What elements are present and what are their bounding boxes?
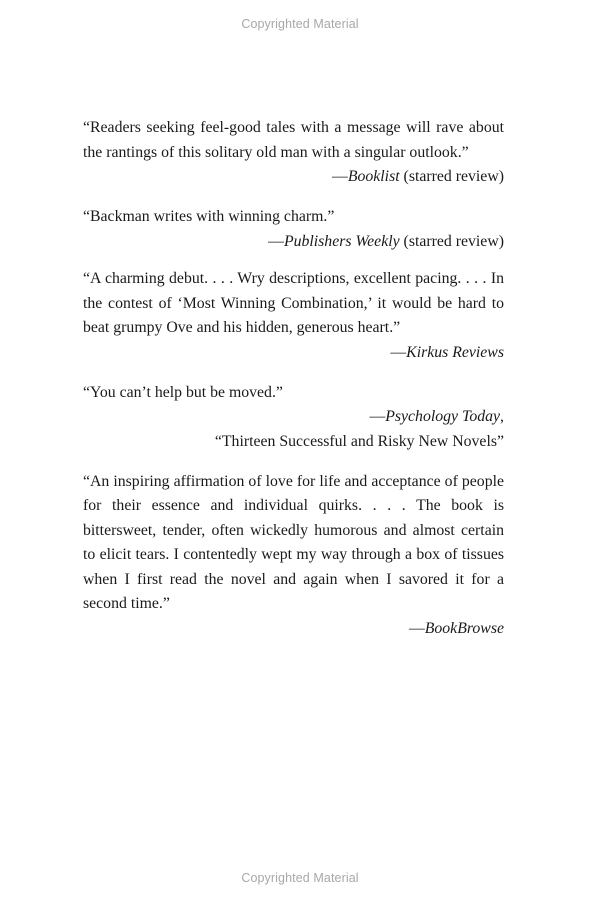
- em-dash: —: [332, 168, 348, 185]
- blurb-quote: “Backman writes with winning charm.”: [83, 208, 335, 225]
- blurb-psychology-today: [83, 381, 504, 455]
- blurb-attribution: [83, 405, 504, 430]
- em-dash: —: [369, 408, 386, 425]
- praise-page: [83, 116, 504, 641]
- blurb-source: Kirkus Reviews: [406, 343, 504, 361]
- blurb-source: BookBrowse: [424, 619, 504, 637]
- blurb-bookbrowse: [83, 470, 504, 642]
- em-dash: —: [268, 232, 284, 250]
- em-dash: —: [408, 619, 425, 637]
- blurb-quote: “An inspiring affirmation of love for life and acceptance of people for their essence and individual quirks. . . . The book is bittersweet, tender, often wickedly humorous and almost certain to elicit tears. I contentedly wept my way through a box of tissues when I first read the novel and again when I savored it for a second time.”: [83, 472, 504, 612]
- blurb-source: Booklist: [347, 168, 400, 185]
- blurb-attribution: [83, 165, 504, 190]
- blurb-article-title: “Thirteen Successful and Risky New Novels”: [214, 432, 504, 450]
- blurb-attribution: [83, 617, 504, 642]
- blurb-source: Psychology Today: [385, 408, 501, 425]
- blurb-quote: “Readers seeking feel-good tales with a message will rave about the rantings of this solitary old man with a singular outlook.”: [83, 119, 504, 161]
- blurb-quote: “You can’t help but be moved.”: [83, 383, 283, 401]
- blurb-note: (starred review): [399, 168, 504, 185]
- blurb-attribution: [83, 230, 504, 255]
- copyright-watermark-bottom: Copyrighted Material: [241, 871, 359, 885]
- blurb-source: Publishers Weekly: [283, 232, 400, 250]
- blurb-publishers-weekly: [83, 205, 504, 254]
- blurb-note: (starred review): [399, 232, 504, 250]
- em-dash: —: [390, 343, 407, 361]
- copyright-watermark-top: Copyrighted Material: [241, 17, 359, 31]
- blurb-kirkus-reviews: [83, 267, 504, 365]
- blurb-note: ,: [500, 408, 504, 425]
- blurb-attribution: [83, 341, 504, 366]
- blurb-booklist: [83, 116, 504, 190]
- blurb-quote: “A charming debut. . . . Wry descriptions, excellent pacing. . . . In the contest of ‘Most Winning Combination,’ it would be hard to beat grumpy Ove and his hidden, generous heart.”: [83, 270, 504, 336]
